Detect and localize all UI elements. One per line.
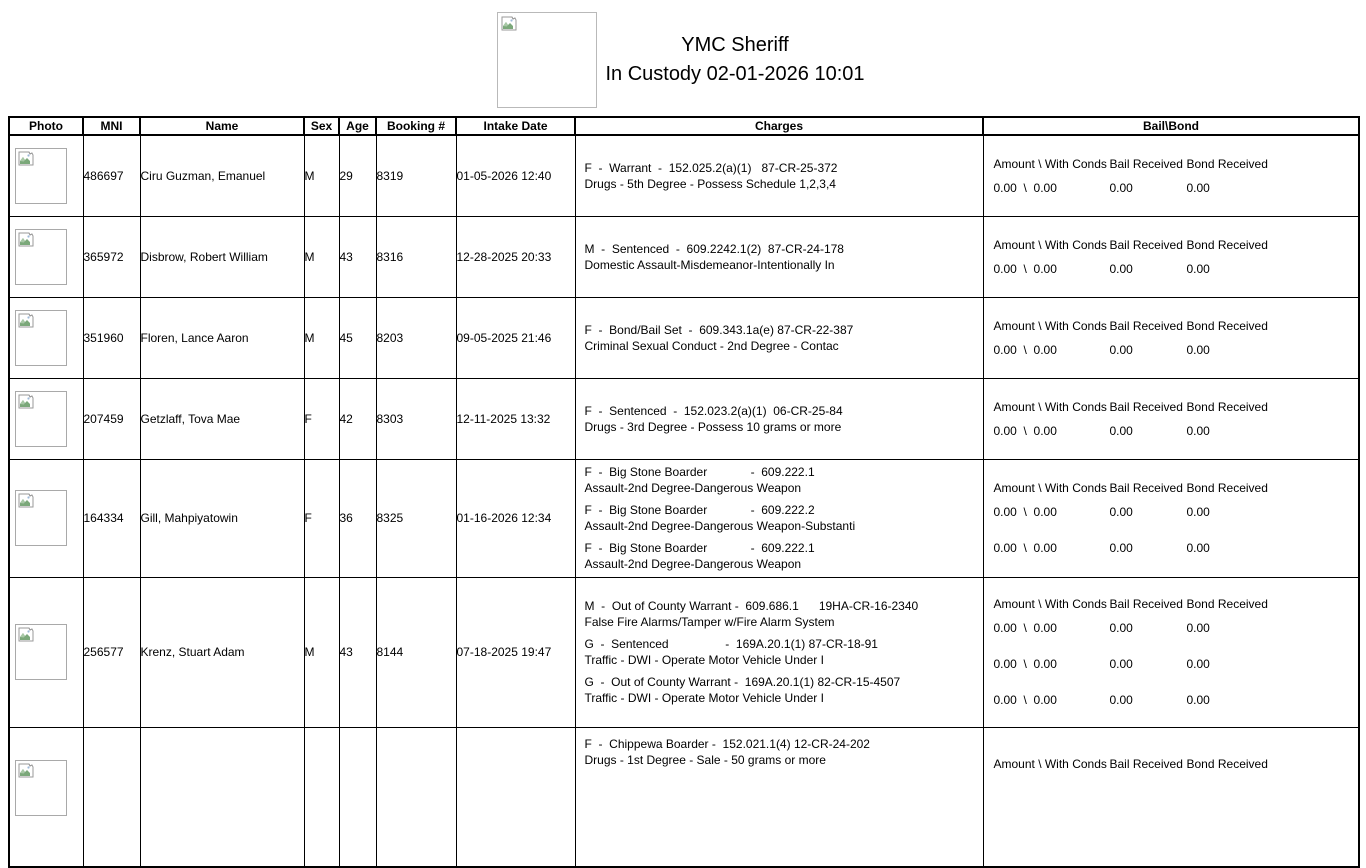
inmate-photo-broken-image [15,148,67,204]
name-cell: Krenz, Stuart Adam [140,577,304,727]
bail-amount-header: Amount \ With Conds [993,756,1107,771]
booking-number-cell: 8144 [376,577,456,727]
col-header-photo: Photo [9,117,83,135]
bail-amount-header: Amount \ With Conds [993,481,1107,495]
bail-amount-line [994,620,1359,636]
broken-image-icon [18,232,34,247]
charges-cell [575,727,983,867]
charge-item [585,636,979,668]
mni-cell [83,727,140,867]
charge-item [585,464,979,496]
bail-received-value: 0.00 [1109,180,1133,195]
mni-cell: 351960 [83,297,140,378]
bail-block [984,156,1359,196]
charge-description-line: Criminal Sexual Conduct - 2nd Degree - Contac [584,338,839,353]
charge-description-line: Drugs - 3rd Degree - Possess 10 grams or more [584,419,842,434]
charge-statute-line: M - Out of County Warrant - 609.686.1 19HA-CR-16-2340 [584,599,919,613]
sex-cell: M [304,135,339,216]
col-header-intake-date: Intake Date [456,117,575,135]
bail-received-value: 0.00 [1109,541,1133,555]
bail-header-line [994,237,1359,253]
bail-block [984,237,1359,277]
photo-cell [9,216,83,297]
bail-received-header: Bail Received [1109,481,1183,495]
table-row [9,297,1359,378]
sex-cell: M [304,297,339,378]
charges-list [576,156,983,196]
photo-cell [9,378,83,459]
charges-list [576,318,983,358]
bail-amount-line [994,540,1359,556]
age-cell: 42 [339,378,376,459]
bond-received-header: Bond Received [1186,237,1268,252]
table-header-row [9,117,1359,135]
bail-amount-line [994,342,1359,358]
charge-description-line: Drugs - 1st Degree - Sale - 50 grams or more [584,752,826,767]
inmate-photo-broken-image [15,391,67,447]
bail-bond-cell [983,135,1359,216]
charge-description-line: Domestic Assault-Misdemeanor-Intentionally In [584,257,835,272]
intake-date-cell: 12-11-2025 13:32 [456,378,575,459]
charge-description-line: Traffic - DWI - Operate Motor Vehicle Under I [584,653,824,667]
charge-description-line: False Fire Alarms/Tamper w/Fire Alarm System [584,615,835,629]
bail-received-header: Bail Received [1109,399,1183,414]
broken-image-icon [498,18,517,35]
charge-statute-line: M - Sentenced - 609.2242.1(2) 87-CR-24-178 [584,241,844,256]
col-header-mni: MNI [83,117,140,135]
charges-cell [575,378,983,459]
bail-amount-line [994,656,1359,672]
charges-list [576,728,983,772]
sex-cell [304,727,339,867]
charge-item [585,674,979,706]
sex-cell: M [304,216,339,297]
col-header-charges: Charges [575,117,983,135]
photo-cell [9,577,83,727]
charge-statute-line: G - Out of County Warrant - 169A.20.1(1) 82-CR-15-4507 [584,675,901,689]
table-row [9,577,1359,727]
charge-item [585,598,979,630]
bail-block [984,480,1359,556]
charge-statute-line: F - Warrant - 152.025.2(a)(1) 87-CR-25-372 [584,160,838,175]
bond-received-value: 0.00 [1186,423,1210,438]
bail-bond-cell [983,216,1359,297]
intake-date-cell: 09-05-2025 21:46 [456,297,575,378]
intake-date-cell [456,727,575,867]
bond-received-header: Bond Received [1186,318,1268,333]
broken-image-icon [18,493,34,508]
table-row [9,378,1359,459]
bail-amount-value: 0.00 \ 0.00 [993,261,1057,276]
bail-bond-cell [983,297,1359,378]
booking-number-cell: 8303 [376,378,456,459]
bail-received-header: Bail Received [1109,156,1183,171]
bail-received-value: 0.00 [1109,423,1133,438]
page-title [535,31,935,89]
col-header-sex: Sex [304,117,339,135]
photo-cell [9,459,83,577]
charge-item [585,322,979,354]
in-custody-table [8,116,1360,868]
col-header-age: Age [339,117,376,135]
name-cell: Floren, Lance Aaron [140,297,304,378]
bail-header-line [994,480,1359,496]
bail-amount-header: Amount \ With Conds [993,318,1107,333]
age-cell: 43 [339,577,376,727]
sex-cell: M [304,577,339,727]
bond-received-value: 0.00 [1186,657,1210,671]
bail-received-header: Bail Received [1109,237,1183,252]
bond-received-value: 0.00 [1186,541,1210,555]
broken-image-icon [18,627,34,642]
bail-amount-value: 0.00 \ 0.00 [993,180,1057,195]
charges-list [576,237,983,277]
age-cell: 43 [339,216,376,297]
charge-statute-line: F - Big Stone Boarder - 609.222.2 [584,503,815,517]
inmate-photo-broken-image [15,490,67,546]
photo-cell [9,297,83,378]
inmate-photo-broken-image [15,229,67,285]
charge-item [585,540,979,572]
bail-amount-value: 0.00 \ 0.00 [993,423,1057,438]
intake-date-cell: 07-18-2025 19:47 [456,577,575,727]
bail-header-line [994,399,1359,415]
broken-image-icon [18,313,34,328]
bail-received-value: 0.00 [1109,261,1133,276]
charge-statute-line: F - Big Stone Boarder - 609.222.1 [584,541,815,555]
age-cell: 29 [339,135,376,216]
charge-statute-line: F - Chippewa Boarder - 152.021.1(4) 12-CR-24-202 [584,736,870,751]
col-header-bail-bond: Bail\Bond [983,117,1359,135]
charge-item [585,160,979,192]
bond-received-header: Bond Received [1186,756,1268,771]
bail-bond-cell [983,378,1359,459]
charge-item [585,241,979,273]
booking-number-cell: 8203 [376,297,456,378]
mni-cell: 486697 [83,135,140,216]
booking-number-cell: 8325 [376,459,456,577]
table-row [9,135,1359,216]
table-row [9,459,1359,577]
charge-description-line: Assault-2nd Degree-Dangerous Weapon [584,481,802,495]
bail-amount-value: 0.00 \ 0.00 [993,505,1057,519]
bail-received-value: 0.00 [1109,621,1133,635]
charges-cell [575,216,983,297]
bail-block [984,318,1359,358]
bond-received-value: 0.00 [1186,261,1210,276]
table-row [9,216,1359,297]
name-cell: Gill, Mahpiyatowin [140,459,304,577]
bail-amount-value: 0.00 \ 0.00 [993,693,1057,707]
table-row [9,727,1359,867]
bond-received-header: Bond Received [1186,481,1268,495]
bail-bond-cell [983,459,1359,577]
name-cell: Disbrow, Robert William [140,216,304,297]
bail-received-header: Bail Received [1109,756,1183,771]
bond-received-value: 0.00 [1186,693,1210,707]
mni-cell: 207459 [83,378,140,459]
bond-received-header: Bond Received [1186,156,1268,171]
charges-list [576,460,983,576]
intake-date-cell: 01-16-2026 12:34 [456,459,575,577]
bail-received-header: Bail Received [1109,597,1183,611]
sex-cell: F [304,459,339,577]
bail-amount-line [994,692,1359,708]
charge-description-line: Drugs - 5th Degree - Possess Schedule 1,2,3,4 [584,176,836,191]
bail-amount-header: Amount \ With Conds [993,237,1107,252]
bond-received-value: 0.00 [1186,342,1210,357]
bail-amount-value: 0.00 \ 0.00 [993,657,1057,671]
inmate-photo-broken-image [15,310,67,366]
name-cell: Getzlaff, Tova Mae [140,378,304,459]
bail-received-value: 0.00 [1109,505,1133,519]
bail-bond-cell [983,577,1359,727]
bail-received-value: 0.00 [1109,342,1133,357]
bail-amount-line [994,423,1359,439]
charge-statute-line: F - Big Stone Boarder - 609.222.1 [584,465,815,479]
bail-bond-cell [983,727,1359,867]
charge-description-line: Traffic - DWI - Operate Motor Vehicle Under I [584,691,824,705]
broken-image-icon [501,16,517,31]
bail-amount-line [994,261,1359,277]
bail-amount-line [994,180,1359,196]
intake-date-cell: 01-05-2026 12:40 [456,135,575,216]
charge-item [585,736,979,768]
col-header-booking: Booking # [376,117,456,135]
intake-date-cell: 12-28-2025 20:33 [456,216,575,297]
photo-cell [9,727,83,867]
booking-number-cell: 8316 [376,216,456,297]
charges-cell [575,135,983,216]
charge-description-line: Assault-2nd Degree-Dangerous Weapon [584,557,802,571]
bond-received-header: Bond Received [1186,597,1268,611]
charge-description-line: Assault-2nd Degree-Dangerous Weapon-Substanti [584,519,856,533]
bail-amount-header: Amount \ With Conds [993,399,1107,414]
bail-amount-header: Amount \ With Conds [993,156,1107,171]
age-cell: 45 [339,297,376,378]
col-header-name: Name [140,117,304,135]
bond-received-value: 0.00 [1186,621,1210,635]
inmate-photo-broken-image [15,624,67,680]
photo-cell [9,135,83,216]
bail-block [984,596,1359,708]
bail-amount-value: 0.00 \ 0.00 [993,621,1057,635]
charges-cell [575,297,983,378]
broken-image-icon [18,763,34,778]
bail-amount-value: 0.00 \ 0.00 [993,541,1057,555]
bail-header-line [994,156,1359,172]
charges-list [576,594,983,710]
bail-amount-header: Amount \ With Conds [993,597,1107,611]
report-title: YMC Sheriff [681,34,789,56]
bail-block [984,728,1359,772]
broken-image-icon [18,394,34,409]
booking-number-cell: 8319 [376,135,456,216]
charge-item [585,502,979,534]
bail-amount-value: 0.00 \ 0.00 [993,342,1057,357]
charge-statute-line: G - Sentenced - 169A.20.1(1) 87-CR-18-91 [584,637,878,651]
charges-cell [575,459,983,577]
bond-received-value: 0.00 [1186,180,1210,195]
broken-image-icon [18,151,34,166]
bail-block [984,399,1359,439]
charges-list [576,399,983,439]
age-cell: 36 [339,459,376,577]
bail-header-line [994,596,1359,612]
bond-received-value: 0.00 [1186,505,1210,519]
bail-received-header: Bail Received [1109,318,1183,333]
bond-received-header: Bond Received [1186,399,1268,414]
bail-amount-line [994,504,1359,520]
report-subtitle: In Custody 02-01-2026 10:01 [605,63,865,85]
charge-statute-line: F - Bond/Bail Set - 609.343.1a(e) 87-CR-22-387 [584,322,854,337]
bail-received-value: 0.00 [1109,657,1133,671]
sex-cell: F [304,378,339,459]
charges-cell [575,577,983,727]
booking-number-cell [376,727,456,867]
name-cell: Ciru Guzman, Emanuel [140,135,304,216]
bail-header-line [994,318,1359,334]
mni-cell: 365972 [83,216,140,297]
mni-cell: 256577 [83,577,140,727]
charge-statute-line: F - Sentenced - 152.023.2(a)(1) 06-CR-25-84 [584,403,843,418]
bail-received-value: 0.00 [1109,693,1133,707]
charge-item [585,403,979,435]
mni-cell: 164334 [83,459,140,577]
age-cell [339,727,376,867]
name-cell [140,727,304,867]
bail-header-line [994,756,1359,772]
